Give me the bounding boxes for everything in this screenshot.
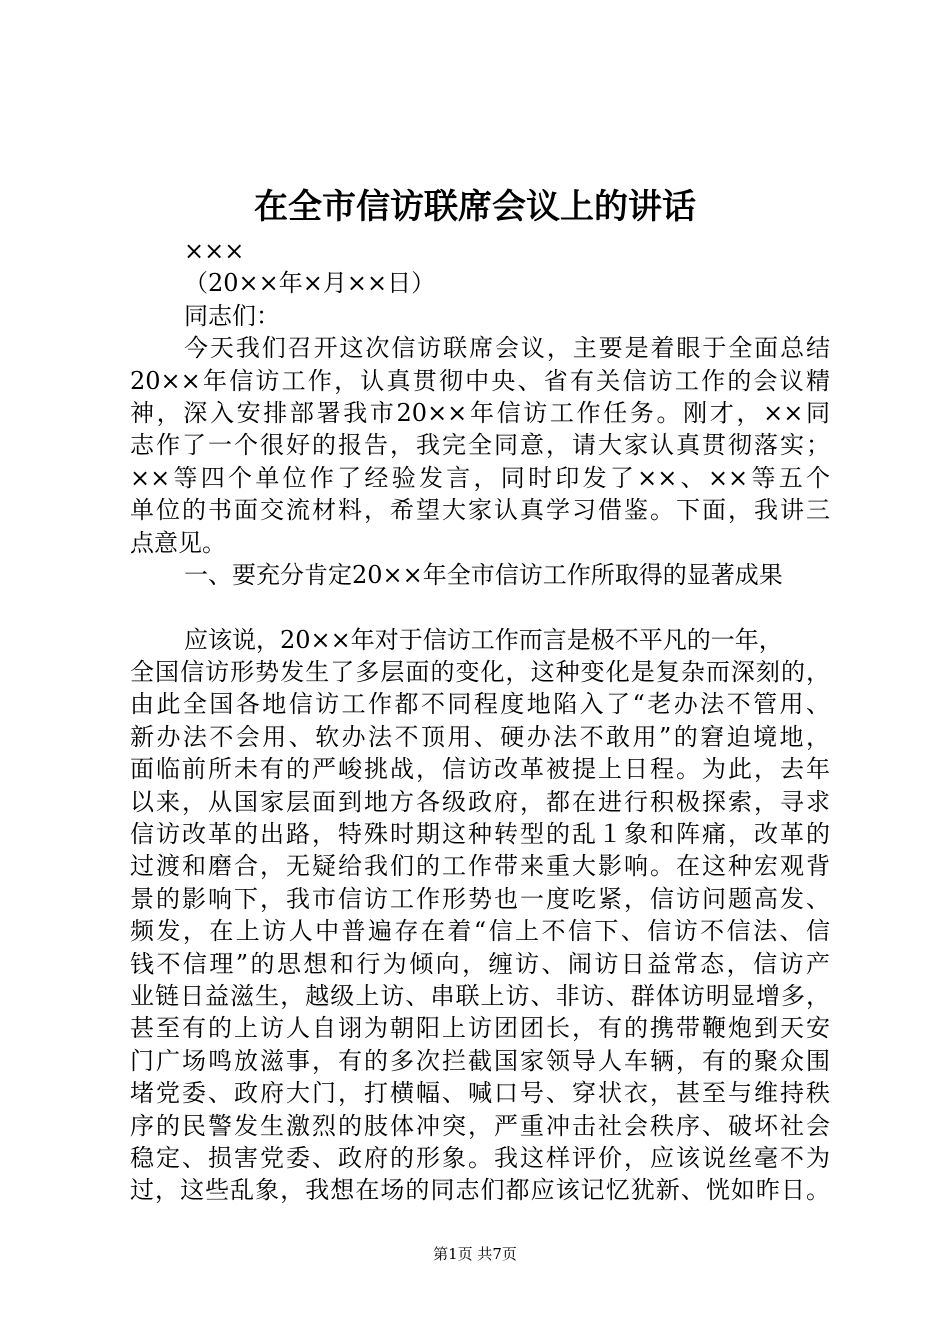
paragraph-line: 过渡和磨合，无疑给我们的工作带来重大影响。在这种宏观背 — [130, 852, 830, 881]
author-line: ××× — [184, 237, 245, 265]
paragraph-line: 20××年信访工作，认真贯彻中央、省有关信访工作的会议精 — [130, 366, 830, 395]
paragraph-section-one — [130, 624, 830, 1207]
paragraph-line: 稳定、损害党委、政府的形象。我这样评价，应该说丝毫不为 — [130, 1143, 830, 1172]
paragraph-line: 频发，在上访人中普遍存在着“信上不信下、信访不信法、信 — [130, 917, 830, 946]
paragraph-line: 过，这些乱象，我想在场的同志们都应该记忆犹新、恍如昨日。 — [130, 1176, 830, 1205]
date-line: （20××年×月××日） — [184, 269, 436, 298]
paragraph-line: 志作了一个很好的报告，我完全同意，请大家认真贯彻落实； — [130, 431, 830, 460]
paragraph-line: 由此全国各地信访工作都不同程度地陷入了“老办法不管用、 — [130, 690, 830, 719]
salutation-line: 同志们： — [184, 301, 280, 330]
blank-line — [130, 591, 830, 623]
paragraph-line: 门广场鸣放滋事，有的多次拦截国家领导人车辆，有的聚众围 — [130, 1046, 830, 1075]
paragraph-line: 全国信访形势发生了多层面的变化，这种变化是复杂而深刻的， — [130, 658, 830, 687]
paragraph-line: 神，深入安排部署我市20××年信访工作任务。刚才，××同 — [130, 398, 830, 427]
paragraph-line: 业链日益滋生，越级上访、串联上访、非访、群体访明显增多， — [130, 981, 830, 1010]
paragraph-line: ××等四个单位作了经验发言，同时印发了××、××等五个 — [130, 463, 830, 492]
section-heading: 一、要充分肯定20××年全市信访工作所取得的显著成果 — [184, 560, 783, 589]
document-body — [130, 235, 830, 1207]
paragraph-line: 点意见。 — [130, 528, 226, 557]
paragraph-line: 应该说，20××年对于信访工作而言是极不平凡的一年， — [184, 625, 783, 654]
paragraph-line: 新办法不会用、软办法不顶用、硬办法不敢用”的窘迫境地， — [130, 722, 830, 751]
page-footer: 第1页 共7页 — [433, 1245, 517, 1263]
paragraph-line: 甚至有的上访人自诩为朝阳上访团团长，有的携带鞭炮到天安 — [130, 1014, 830, 1043]
paragraph-line: 景的影响下，我市信访工作形势也一度吃紧，信访问题高发、 — [130, 884, 830, 913]
paragraph-line: 单位的书面交流材料，希望大家认真学习借鉴。下面，我讲三 — [130, 496, 830, 525]
paragraph-line: 钱不信理”的思想和行为倾向，缠访、闹访日益常态，信访产 — [130, 949, 830, 978]
paragraph-line: 信访改革的出路，特殊时期这种转型的乱１象和阵痛，改革的 — [130, 820, 830, 849]
document-title: 在全市信访联席会议上的讲话 — [254, 187, 696, 227]
paragraph-line: 堵党委、政府大门，打横幅、喊口号、穿状衣，甚至与维持秩 — [130, 1079, 830, 1108]
paragraph-line: 以来，从国家层面到地方各级政府，都在进行积极探索，寻求 — [130, 787, 830, 816]
paragraph-intro — [130, 332, 830, 559]
paragraph-line: 今天我们召开这次信访联席会议，主要是着眼于全面总结 — [184, 334, 830, 363]
paragraph-line: 序的民警发生激烈的肢体冲突，严重冲击社会秩序、破坏社会 — [130, 1111, 830, 1140]
paragraph-line: 面临前所未有的严峻挑战，信访改革被提上日程。为此，去年 — [130, 755, 830, 784]
